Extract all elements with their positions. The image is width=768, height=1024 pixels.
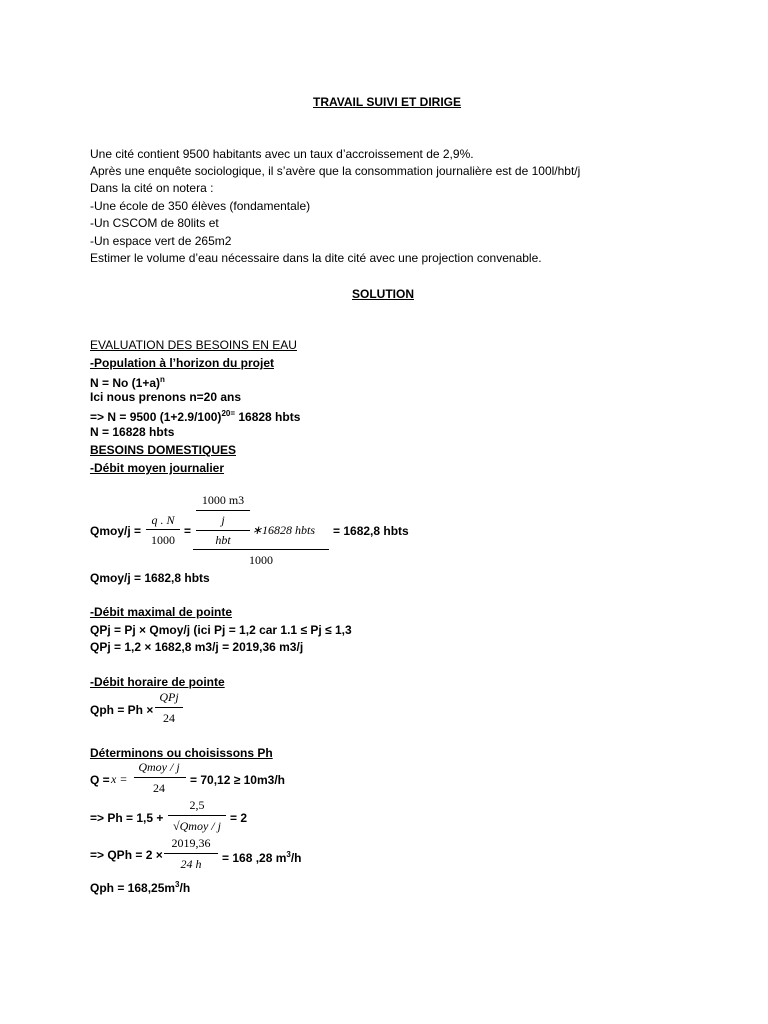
intro-line-4: -Une école de 350 élèves (fondamentale) <box>90 199 311 213</box>
max-flow-line-1: QPj = Pj × Qmoy/j (ici Pj = 1,2 car 1.1 ≤ Pj ≤ 1,3 <box>90 623 352 637</box>
big-num-inner-bar2 <box>196 530 250 531</box>
qph-calc-label: => QPh = 2 × <box>90 848 163 862</box>
ph-denominator: √Qmoy / j <box>173 819 221 833</box>
max-flow-line-2: QPj = 1,2 × 1682,8 m3/j = 2019,36 m3/j <box>90 640 304 654</box>
qmoy-label: Qmoy/j = <box>90 524 142 538</box>
population-formula-exponent: n <box>160 375 165 384</box>
ph-numerator: 2,5 <box>189 798 205 812</box>
ph-result: = 2 <box>230 811 248 825</box>
qph-calc-fraction-bar <box>164 853 218 854</box>
qph-label: Qph = Ph × <box>90 703 154 717</box>
population-heading: -Population à l’horizon du projet <box>90 356 274 370</box>
final-qph <box>90 878 190 895</box>
q-fraction-bar <box>134 777 186 778</box>
qph-calc-result-tail: /h <box>290 851 302 865</box>
ph-label: => Ph = 1,5 + <box>90 811 164 825</box>
big-num-j: j <box>221 513 225 527</box>
population-formula <box>90 373 165 390</box>
big-num-hbt: hbt <box>215 533 231 547</box>
final-qph-tail: /h <box>179 881 191 895</box>
q-result: = 70,12 ≥ 10m3/h <box>190 773 285 787</box>
population-result: N = 16828 hbts <box>90 425 175 439</box>
intro-line-7: Estimer le volume d’eau nécessaire dans la dite cité avec une projection convenable. <box>90 251 542 265</box>
q-label: Q = <box>90 773 110 787</box>
qph-denominator: 24 <box>163 711 175 725</box>
q-x: x = <box>111 772 128 786</box>
document-title: TRAVAIL SUIVI ET DIRIGE <box>313 95 462 109</box>
intro-line-6: -Un espace vert de 265m2 <box>90 234 232 248</box>
frac1-bar <box>146 529 180 530</box>
domestic-heading: BESOINS DOMESTIQUES <box>90 443 237 457</box>
intro-line-2: Après une enquête sociologique, il s’avère que la consommation journalière est de 100l/hbt/j <box>90 164 581 178</box>
eval-heading: EVALUATION DES BESOINS EN EAU <box>90 338 297 352</box>
q-numerator: Qmoy / j <box>138 760 180 774</box>
qph-calc-result <box>222 848 302 865</box>
final-qph-exp: 3 <box>175 880 180 889</box>
qmoy-result-line: Qmoy/j = 1682,8 hbts <box>90 571 210 585</box>
solution-title: SOLUTION <box>352 287 414 301</box>
qph-calc-numerator: 2019,36 <box>171 836 211 850</box>
max-flow-heading: -Débit maximal de pointe <box>90 605 233 619</box>
big-denominator: 1000 <box>249 553 273 567</box>
ph-heading: Déterminons ou choisissons Ph <box>90 746 273 760</box>
population-calc <box>90 407 300 424</box>
population-calc-exponent: 20= <box>221 409 236 418</box>
big-fraction-bar <box>193 549 329 550</box>
population-calc-result: 16828 hbts <box>235 410 301 424</box>
big-num-tail: ∗16828 hbts <box>252 523 316 537</box>
qmoy-formula-result: = 1682,8 hbts <box>333 524 409 538</box>
qph-calc-denominator: 24 h <box>180 857 202 871</box>
big-num-inner-bar1 <box>196 510 250 511</box>
qph-fraction-bar <box>155 707 183 708</box>
daily-flow-heading: -Débit moyen journalier <box>90 461 225 475</box>
q-denominator: 24 <box>153 781 165 795</box>
intro-line-3: Dans la cité on notera : <box>90 181 214 195</box>
qph-calc-result-base: = 168 ,28 m <box>222 851 287 865</box>
equals-sign: = <box>184 524 192 538</box>
population-formula-base: N = No (1+a) <box>90 376 161 390</box>
intro-line-5: -Un CSCOM de 80lits et <box>90 216 219 230</box>
hourly-flow-heading: -Débit horaire de pointe <box>90 675 225 689</box>
ph-fraction-bar <box>168 815 226 816</box>
big-num-top: 1000 m3 <box>201 493 245 507</box>
horizon-line: Ici nous prenons n=20 ans <box>90 390 242 404</box>
frac1-numerator: q . N <box>151 513 175 527</box>
intro-line-1: Une cité contient 9500 habitants avec un taux d’accroissement de 2,9%. <box>90 147 474 161</box>
qph-calc-result-exp: 3 <box>286 850 291 859</box>
population-calc-base: => N = 9500 (1+2.9/100) <box>90 410 222 424</box>
qph-numerator: QPj <box>159 690 179 704</box>
final-qph-base: Qph = 168,25m <box>90 881 176 895</box>
frac1-denominator: 1000 <box>151 533 175 547</box>
